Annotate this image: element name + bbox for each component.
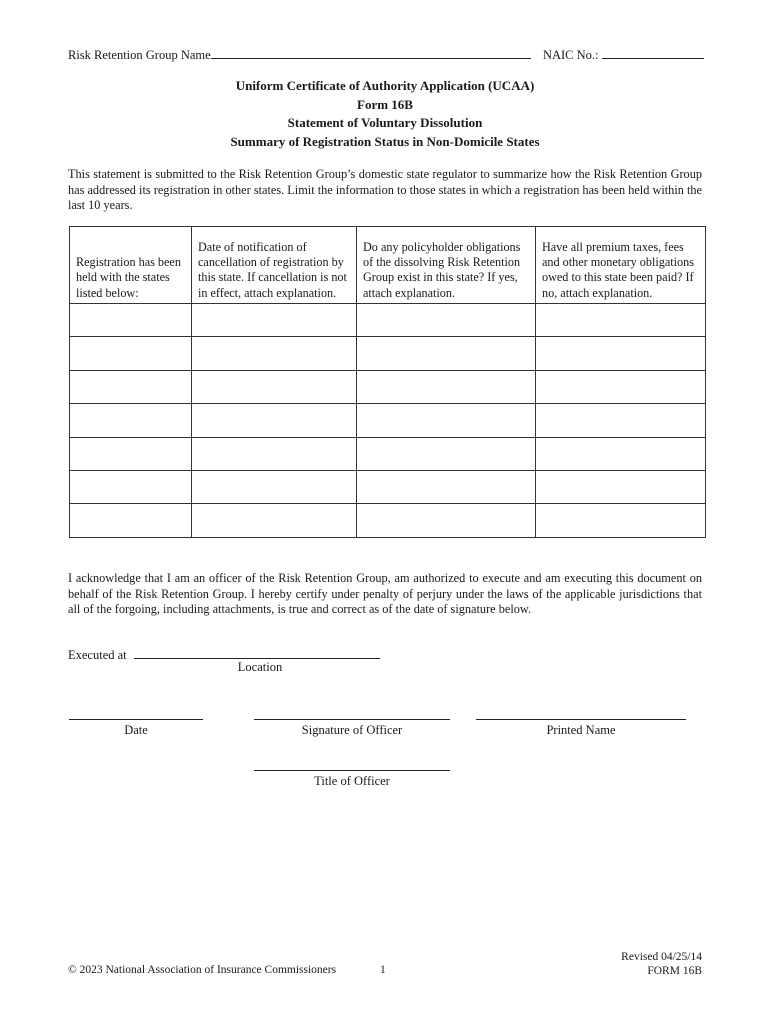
title-line-3: Statement of Voluntary Dissolution xyxy=(287,115,483,130)
date-field[interactable] xyxy=(69,719,203,738)
table-cell[interactable] xyxy=(357,337,536,370)
table-cell[interactable] xyxy=(357,437,536,470)
table-cell[interactable] xyxy=(192,337,357,370)
location-label: Location xyxy=(237,660,283,674)
footer-page-number: 1 xyxy=(380,964,386,976)
executed-at-label: Executed at xyxy=(68,648,127,662)
table-cell[interactable] xyxy=(192,404,357,437)
rrg-name-label: Risk Retention Group Name xyxy=(68,48,211,62)
table-cell[interactable] xyxy=(536,504,706,537)
title-of-officer-label: Title of Officer xyxy=(314,774,390,788)
table-cell[interactable] xyxy=(357,370,536,403)
intro-paragraph: This statement is submitted to the Risk Retention Group’s domestic state regulator to summarize how the Risk Retention Group has addressed its registration in other states. Limit the information to those states in which a registration has been held within the last 10 years. xyxy=(68,167,702,212)
printed-name-label: Printed Name xyxy=(546,723,616,737)
table-cell[interactable] xyxy=(536,337,706,370)
table-cell[interactable] xyxy=(70,437,192,470)
table-cell[interactable] xyxy=(536,370,706,403)
title-line-2: Form 16B xyxy=(357,96,413,112)
acknowledgement-paragraph: I acknowledge that I am an officer of the Risk Retention Group, am authorized to execute and am executing this document on behalf of the Risk Retention Group. I hereby certify under penalty of perjury under the laws of the applicable jurisdictions that all of the forgoing, including attachments, is true and correct as of the date of signature below. xyxy=(68,571,702,616)
footer-revision xyxy=(560,950,702,978)
header-row xyxy=(68,46,700,63)
table-cell[interactable] xyxy=(192,504,357,537)
executed-at-field[interactable] xyxy=(134,646,380,659)
table-cell[interactable] xyxy=(70,470,192,503)
table-cell[interactable] xyxy=(357,404,536,437)
title-line-4: Summary of Registration Status in Non-Domicile States xyxy=(230,133,540,149)
table-cell[interactable] xyxy=(192,437,357,470)
registration-table xyxy=(69,226,706,538)
naic-field[interactable] xyxy=(602,46,704,59)
signature-label: Signature of Officer xyxy=(301,723,403,737)
table-cell[interactable] xyxy=(192,370,357,403)
table-header-row xyxy=(70,227,706,304)
table-cell[interactable] xyxy=(536,404,706,437)
table-cell[interactable] xyxy=(357,304,536,337)
table-cell[interactable] xyxy=(70,304,192,337)
table-cell[interactable] xyxy=(536,304,706,337)
table-cell[interactable] xyxy=(536,470,706,503)
footer-copyright: © 2023 National Association of Insurance Commissioners xyxy=(68,964,337,976)
footer-revised-date: Revised 04/25/14 xyxy=(621,951,702,963)
table-row xyxy=(70,370,706,403)
table-row xyxy=(70,437,706,470)
table-row xyxy=(70,470,706,503)
table-cell[interactable] xyxy=(70,504,192,537)
table-row xyxy=(70,404,706,437)
date-label: Date xyxy=(124,723,148,737)
table-cell[interactable] xyxy=(70,370,192,403)
naic-label: NAIC No.: xyxy=(542,48,599,62)
table-cell[interactable] xyxy=(70,404,192,437)
rrg-name-field[interactable] xyxy=(211,46,531,59)
table-cell[interactable] xyxy=(357,470,536,503)
col-header-policyholder-obligations: Do any policyholder obligations of the dissolving Risk Retention Group exist in this state? If yes, attach explanation. xyxy=(357,227,536,304)
table-cell[interactable] xyxy=(536,437,706,470)
table-cell[interactable] xyxy=(192,470,357,503)
signature-field[interactable] xyxy=(254,719,450,738)
form-title xyxy=(0,77,770,151)
footer-form-id: FORM 16B xyxy=(647,965,702,977)
table-row xyxy=(70,504,706,537)
printed-name-field[interactable] xyxy=(476,719,686,738)
col-header-premium-taxes: Have all premium taxes, fees and other monetary obligations owed to this state been paid? If no, attach explanation. xyxy=(536,227,706,304)
col-header-states: Registration has been held with the states listed below: xyxy=(70,227,192,304)
table-row xyxy=(70,337,706,370)
col-header-cancellation-date: Date of notification of cancellation of registration by this state. If cancellation is not in effect, attach explanation. xyxy=(192,227,357,304)
title-line-1: Uniform Certificate of Authority Application (UCAA) xyxy=(235,78,535,93)
table-cell[interactable] xyxy=(70,337,192,370)
table-cell[interactable] xyxy=(357,504,536,537)
table-row xyxy=(70,304,706,337)
title-of-officer-field[interactable] xyxy=(254,770,450,789)
table-cell[interactable] xyxy=(192,304,357,337)
